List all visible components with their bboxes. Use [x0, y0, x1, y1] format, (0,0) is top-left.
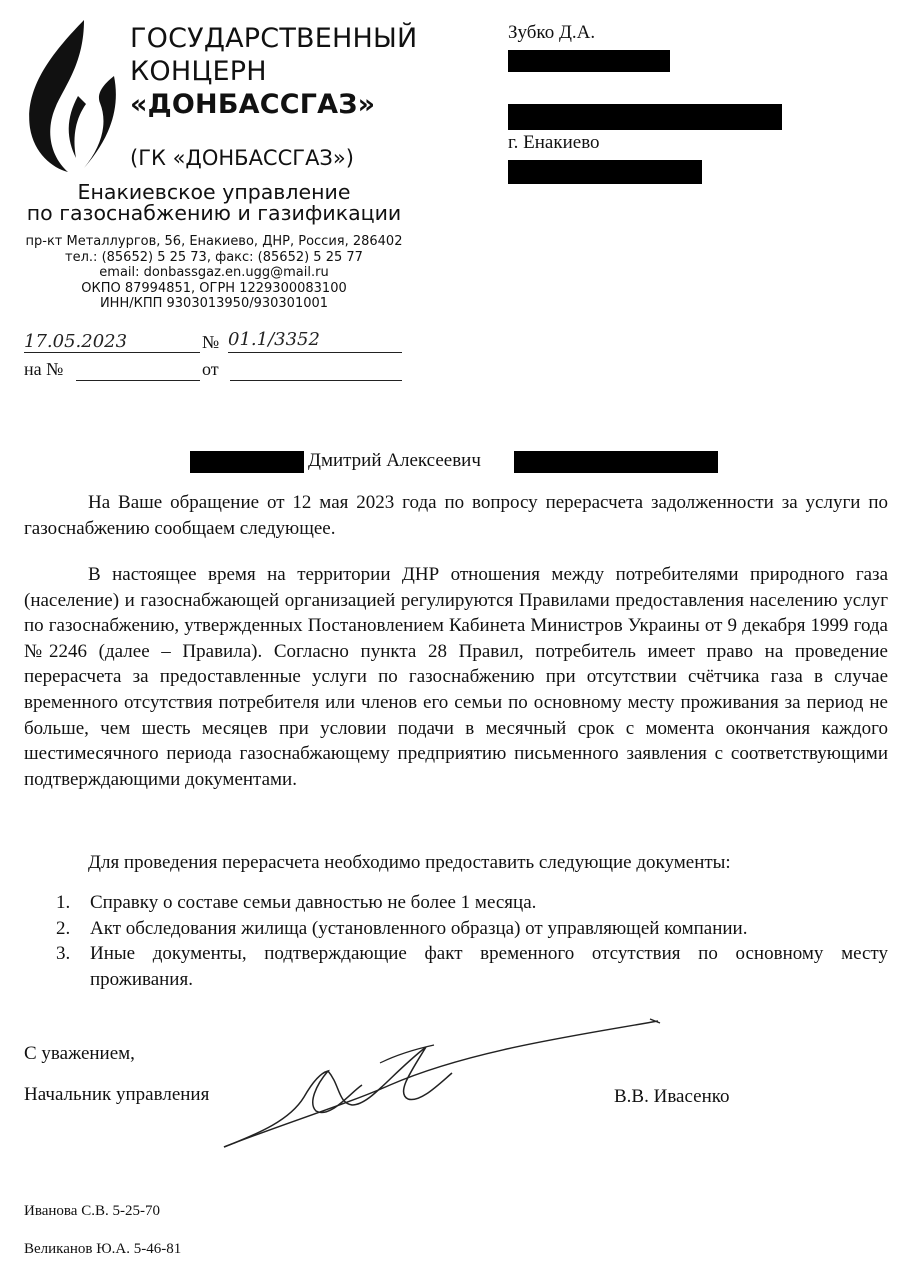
outgoing-date: 17.05.2023 [24, 331, 128, 352]
documents-list [24, 890, 888, 992]
list-item-number: 3. [56, 943, 71, 964]
ref-date-underline [230, 380, 402, 381]
ref-number-label: на № [24, 359, 64, 379]
addressee-greeting: Дмитрий Алексеевич [308, 450, 481, 471]
org-short-name: (ГК «ДОНБАССГАЗ») [130, 146, 354, 170]
address-line: пр-кт Металлургов, 56, Енакиево, ДНР, Россия, 286402 [25, 234, 403, 249]
date-underline [24, 352, 200, 353]
closing: С уважением, [24, 1043, 135, 1064]
list-item-number: 2. [56, 917, 71, 939]
redaction-bar [508, 50, 670, 72]
email-line: email: donbassgaz.en.ugg@mail.ru [99, 265, 329, 280]
okpo-line: ОКПО 87994851, ОГРН 1229300083100 [81, 280, 347, 296]
signer-name: В.В. Ивасенко [614, 1086, 730, 1107]
list-item-text: Иные документы, подтверждающие факт временного отсутствия по основному месту проживания. [90, 943, 888, 990]
list-item-text: Акт обследования жилища (установленного образца) от управляющей компании. [90, 917, 748, 939]
dept-line2: по газоснабжению и газификации [26, 201, 402, 225]
executor-2: Великанов Ю.А. 5-46-81 [24, 1241, 182, 1257]
list-item-number: 1. [56, 892, 71, 913]
handwritten-signature [220, 1015, 670, 1155]
flame-logo-icon [22, 18, 122, 173]
ref-number-underline [76, 380, 200, 381]
redaction-bar [514, 451, 718, 473]
recipient-city: г. Енакиево [508, 132, 600, 153]
phone-line: тел.: (85652) 5 25 73, факс: (85652) 5 25 77 [65, 249, 363, 265]
ref-date-label: от [202, 359, 219, 379]
number-label: № [202, 332, 220, 352]
list-item [24, 890, 888, 916]
paragraph-rules: В настоящее время на территории ДНР отношения между потребителями природного газа (население) и газоснабжающей организацией регулируются Правилами предоставления населению услуг по газоснабжению, утвержденных Постановлением Кабинета Министров Украины от 9 декабря 1999 года №2246 (далее – Правила). Согласно пункта 28 Правил, потребитель имеет право на проведение перерасчета за предоставленные услуги по газоснабжению при отсутствии счётчика газа в случае временного отсутствия потребителя или членов его семьи по основному месту проживания за период не больше, чем шесть месяцев при условии подачи в месячный срок с момента окончания каждого шестимесячного периода газоснабжающему предприятию письменного заявления с соответствующими подтверждающими документами. [24, 564, 888, 790]
recipient-name: Зубко Д.А. [508, 22, 596, 43]
paragraph-documents-intro: Для проведения перерасчета необходимо предоставить следующие документы: [88, 852, 731, 873]
org-name-line3: «ДОНБАССГАЗ» [130, 89, 376, 120]
inn-line: ИНН/КПП 9303013950/930301001 [99, 296, 329, 311]
org-name-line1: ГОСУДАРСТВЕННЫЙ [130, 23, 418, 54]
redaction-bar [190, 451, 304, 473]
dept-line1: Енакиевское управление [77, 180, 351, 204]
number-underline [228, 352, 402, 353]
list-item [24, 916, 888, 942]
signer-position: Начальник управления [24, 1084, 210, 1105]
redaction-bar [508, 104, 782, 130]
list-item-text: Справку о составе семьи давностью не более 1 месяца. [90, 892, 537, 913]
outgoing-number: 01.1/3352 [228, 329, 320, 350]
redaction-bar [508, 160, 702, 184]
org-name-line2: КОНЦЕРН [130, 56, 267, 87]
executor-1: Иванова С.В. 5-25-70 [24, 1203, 160, 1219]
list-item [24, 941, 888, 992]
paragraph-intro: На Ваше обращение от 12 мая 2023 года по вопросу перерасчета задолженности за услуги по газоснабжению сообщаем следующее. [24, 492, 888, 539]
